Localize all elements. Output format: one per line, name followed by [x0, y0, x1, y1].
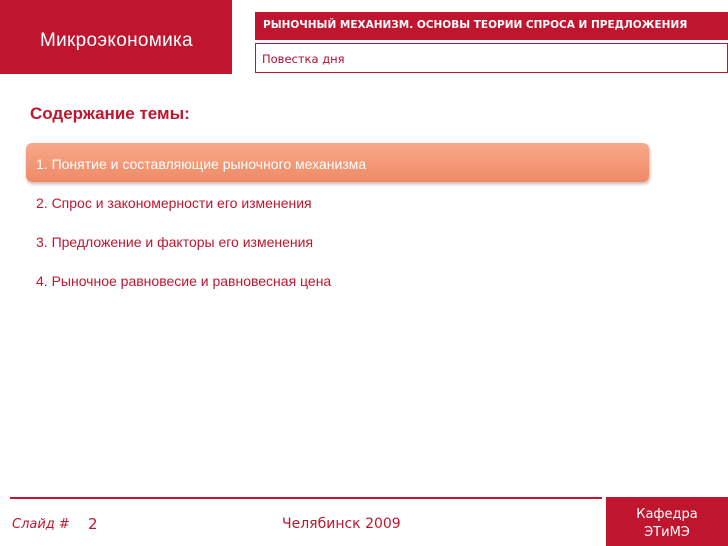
department-line-2: ЭТиМЭ: [644, 525, 690, 540]
content-heading: Содержание темы:: [30, 104, 190, 123]
footer-divider: [10, 497, 602, 499]
agenda-item-label: 1. Понятие и составляющие рыночного механизма: [36, 156, 367, 172]
agenda-item-label: 2. Спрос и закономерности его изменения: [36, 195, 312, 211]
agenda-item-2[interactable]: [26, 182, 649, 221]
course-title-box: [0, 0, 232, 74]
topic-title-bar: [255, 12, 728, 40]
department-line-1: Кафедра: [636, 507, 698, 522]
agenda-item-1[interactable]: [26, 143, 649, 182]
section-subtitle-bar: [255, 43, 728, 73]
agenda-list: [26, 143, 649, 299]
department-box: [606, 497, 728, 546]
agenda-item-4[interactable]: [26, 260, 649, 299]
agenda-item-3[interactable]: [26, 221, 649, 260]
topic-title: РЫНОЧНЫЙ МЕХАНИЗМ. ОСНОВЫ ТЕОРИИ СПРОСА И ПРЕДЛОЖЕНИЯ: [263, 19, 688, 31]
agenda-item-label: 3. Предложение и факторы его изменения: [36, 234, 314, 250]
agenda-item-label: 4. Рыночное равновесие и равновесная цена: [36, 273, 332, 289]
city-year: Челябинск 2009: [282, 516, 401, 532]
course-title: Микроэкономика: [40, 30, 193, 51]
section-subtitle: Повестка дня: [262, 52, 345, 66]
slide-number: 2: [88, 515, 98, 533]
slide-number-label: Слайд #: [12, 517, 70, 532]
